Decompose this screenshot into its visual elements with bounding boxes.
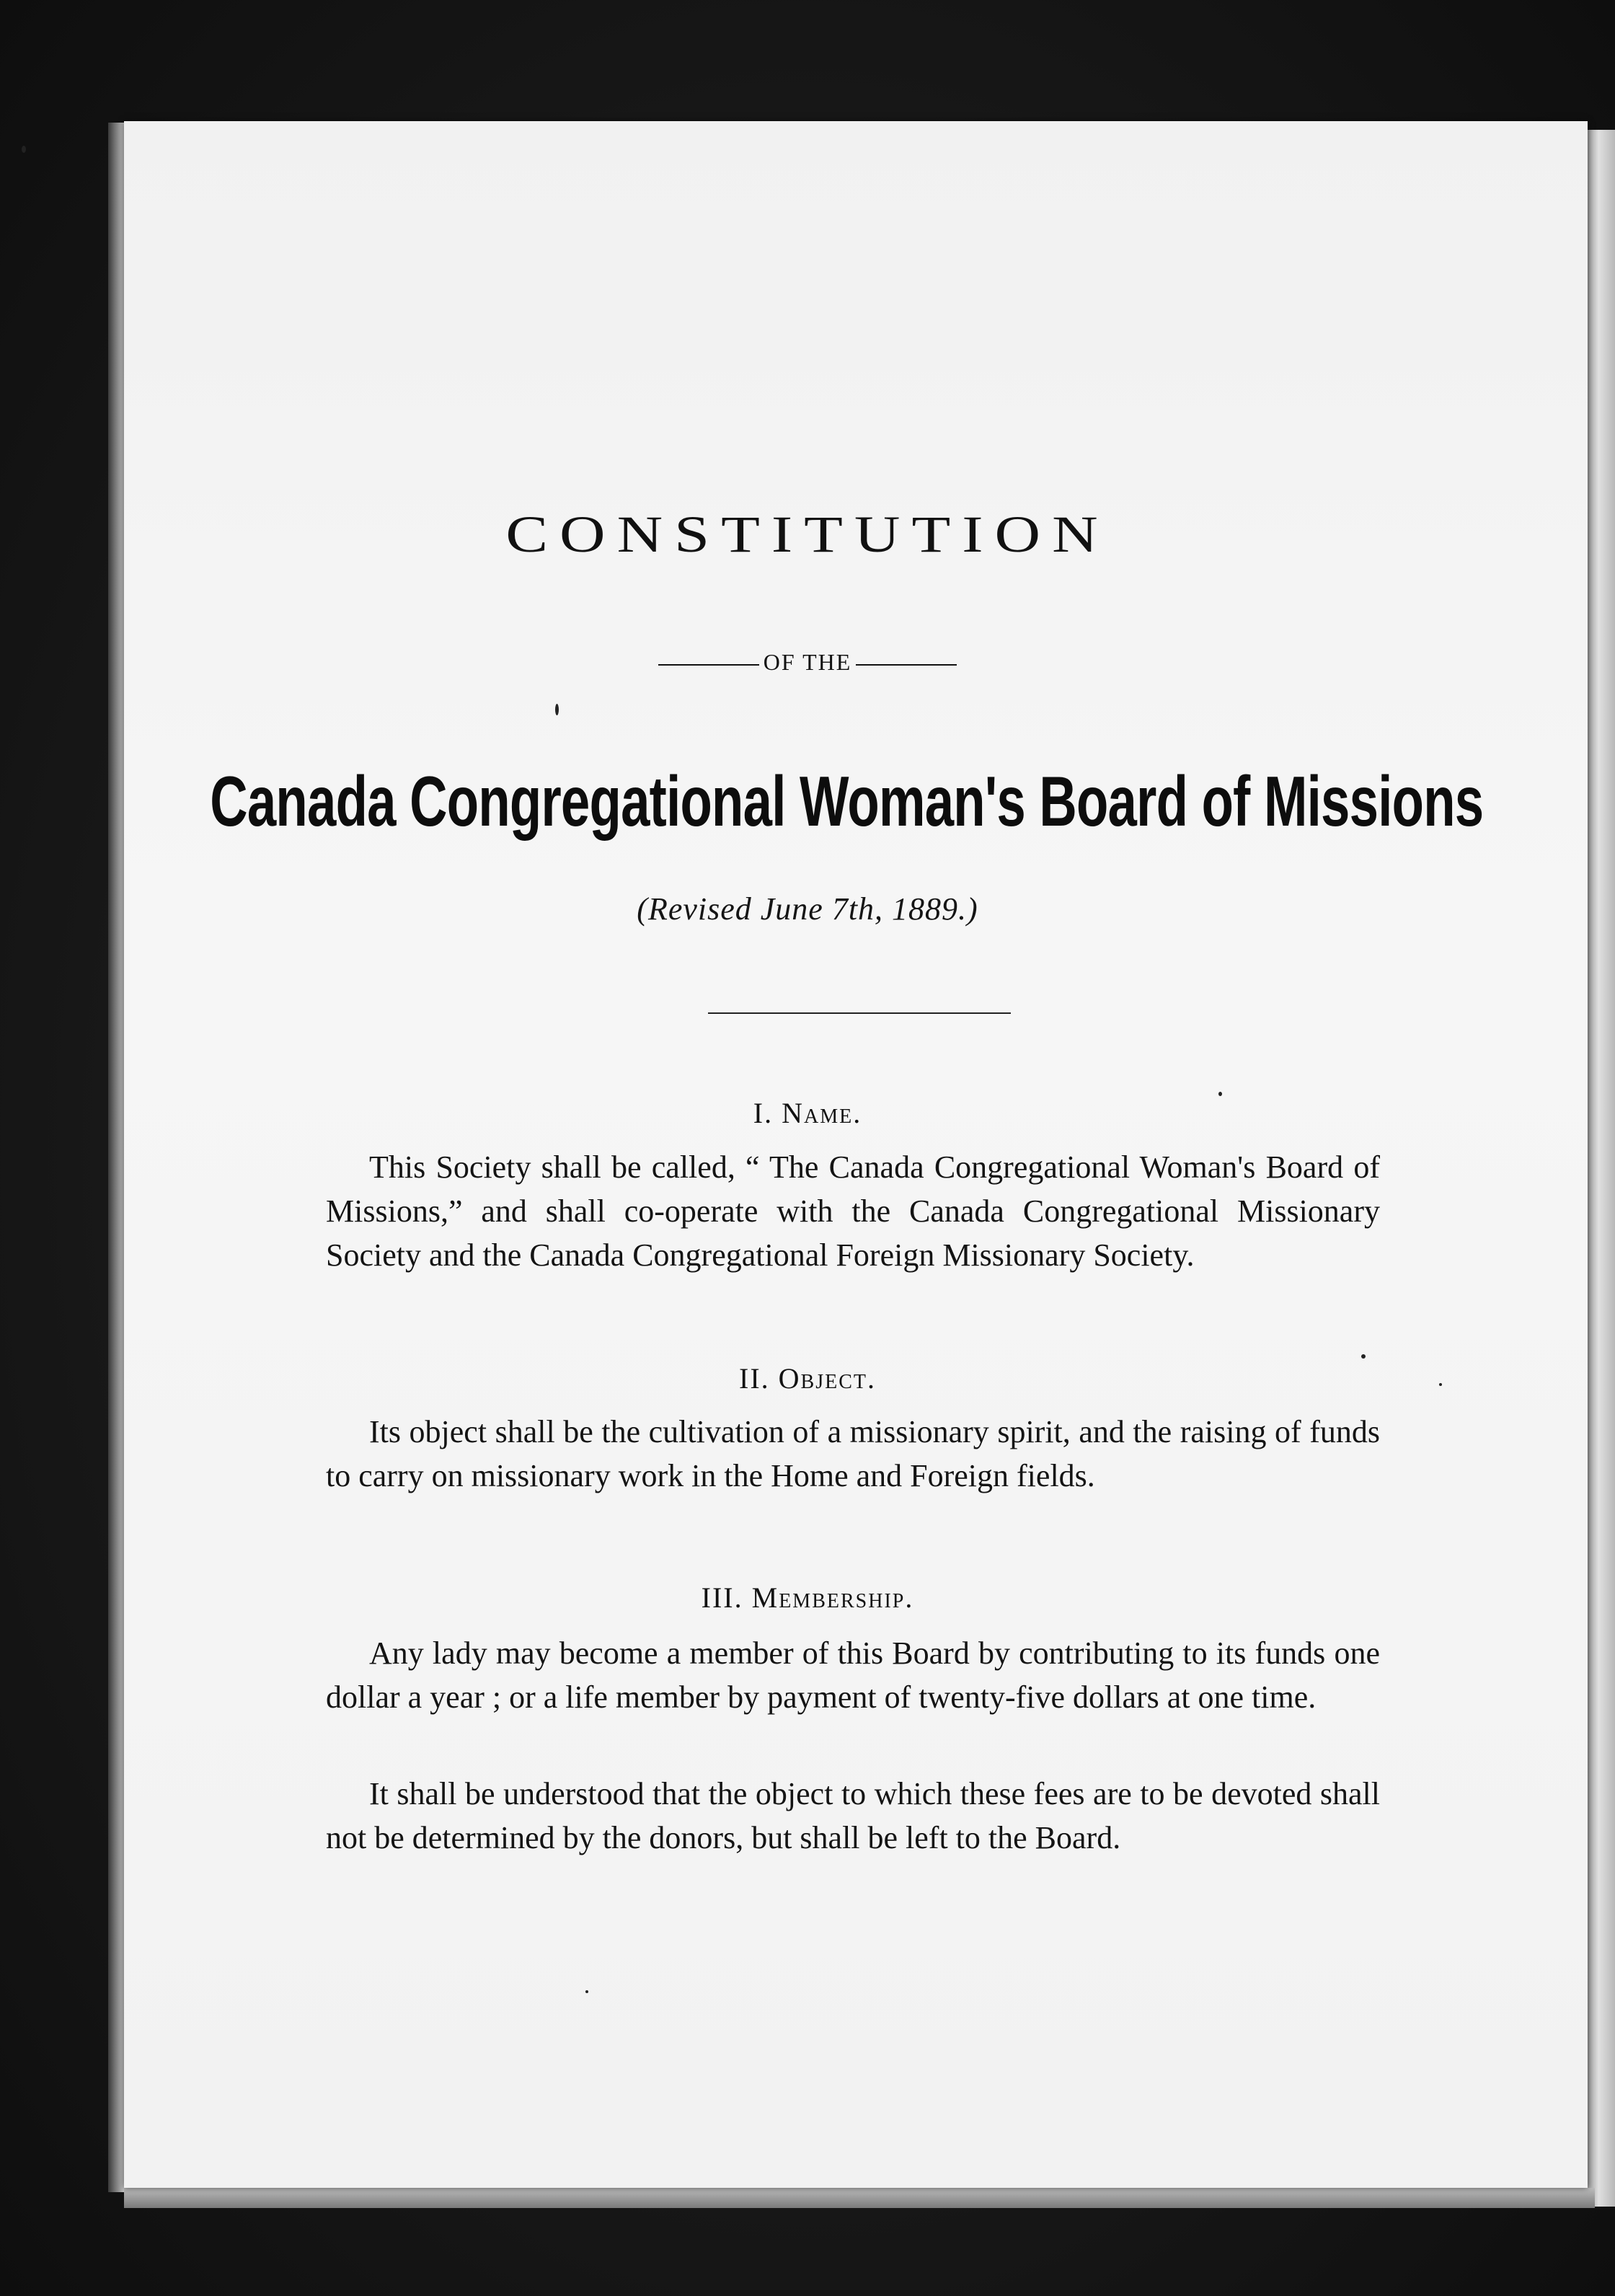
page-left-edge [108, 123, 124, 2192]
paragraph-text: It shall be understood that the object to which these fees are to be devoted shall not be determined by the donors, but shall be left to the Board. [326, 1776, 1380, 1855]
scan-speck [1218, 1092, 1222, 1096]
section-title: Object. [778, 1362, 876, 1395]
section-title: Membership. [751, 1581, 914, 1614]
left-rule [658, 664, 759, 666]
scan-speck [1439, 1383, 1442, 1386]
page-bottom-edge [124, 2188, 1595, 2208]
scan-speck [22, 146, 26, 153]
document-title: CONSTITUTION [505, 505, 1110, 564]
section-number: II. [739, 1362, 770, 1395]
of-the-line [0, 649, 1615, 676]
section-title: Name. [782, 1097, 862, 1129]
organization-name: Canada Congregational Woman's Board of Missions [210, 761, 1484, 841]
scan-speck [585, 1990, 588, 1993]
scan-speck [555, 704, 559, 715]
section-paragraph-membership-1 [326, 1631, 1380, 1719]
separator-rule [708, 1012, 1011, 1014]
section-heading-membership [0, 1581, 1615, 1615]
paragraph-text: Its object shall be the cultivation of a missionary spirit, and the raising of funds to carry on missionary work in the Home and Foreign fields. [326, 1414, 1380, 1493]
section-number: I. [753, 1097, 774, 1129]
page-right-edge [1588, 130, 1615, 2207]
scan-speck [1361, 1354, 1366, 1359]
section-number: III. [701, 1581, 743, 1614]
paragraph-text: This Society shall be called, “ The Canada Congregational Woman's Board of Missions,” and shall co-operate with the Canada Congregational Missionary Society and the Canada Congregational Foreign Missionary Society. [326, 1149, 1380, 1273]
right-rule [856, 664, 957, 666]
of-the-text: OF THE [763, 649, 852, 675]
section-heading-object [0, 1361, 1615, 1395]
section-paragraph-name [326, 1145, 1380, 1277]
section-paragraph-membership-2 [326, 1772, 1380, 1860]
revision-note: (Revised June 7th, 1889.) [637, 891, 978, 927]
section-paragraph-object [326, 1410, 1380, 1498]
paragraph-text: Any lady may become a member of this Board by contributing to its funds one dollar a year ; or a life member by payment of twenty-five dollars at one time. [326, 1635, 1380, 1715]
section-heading-name [0, 1096, 1615, 1130]
